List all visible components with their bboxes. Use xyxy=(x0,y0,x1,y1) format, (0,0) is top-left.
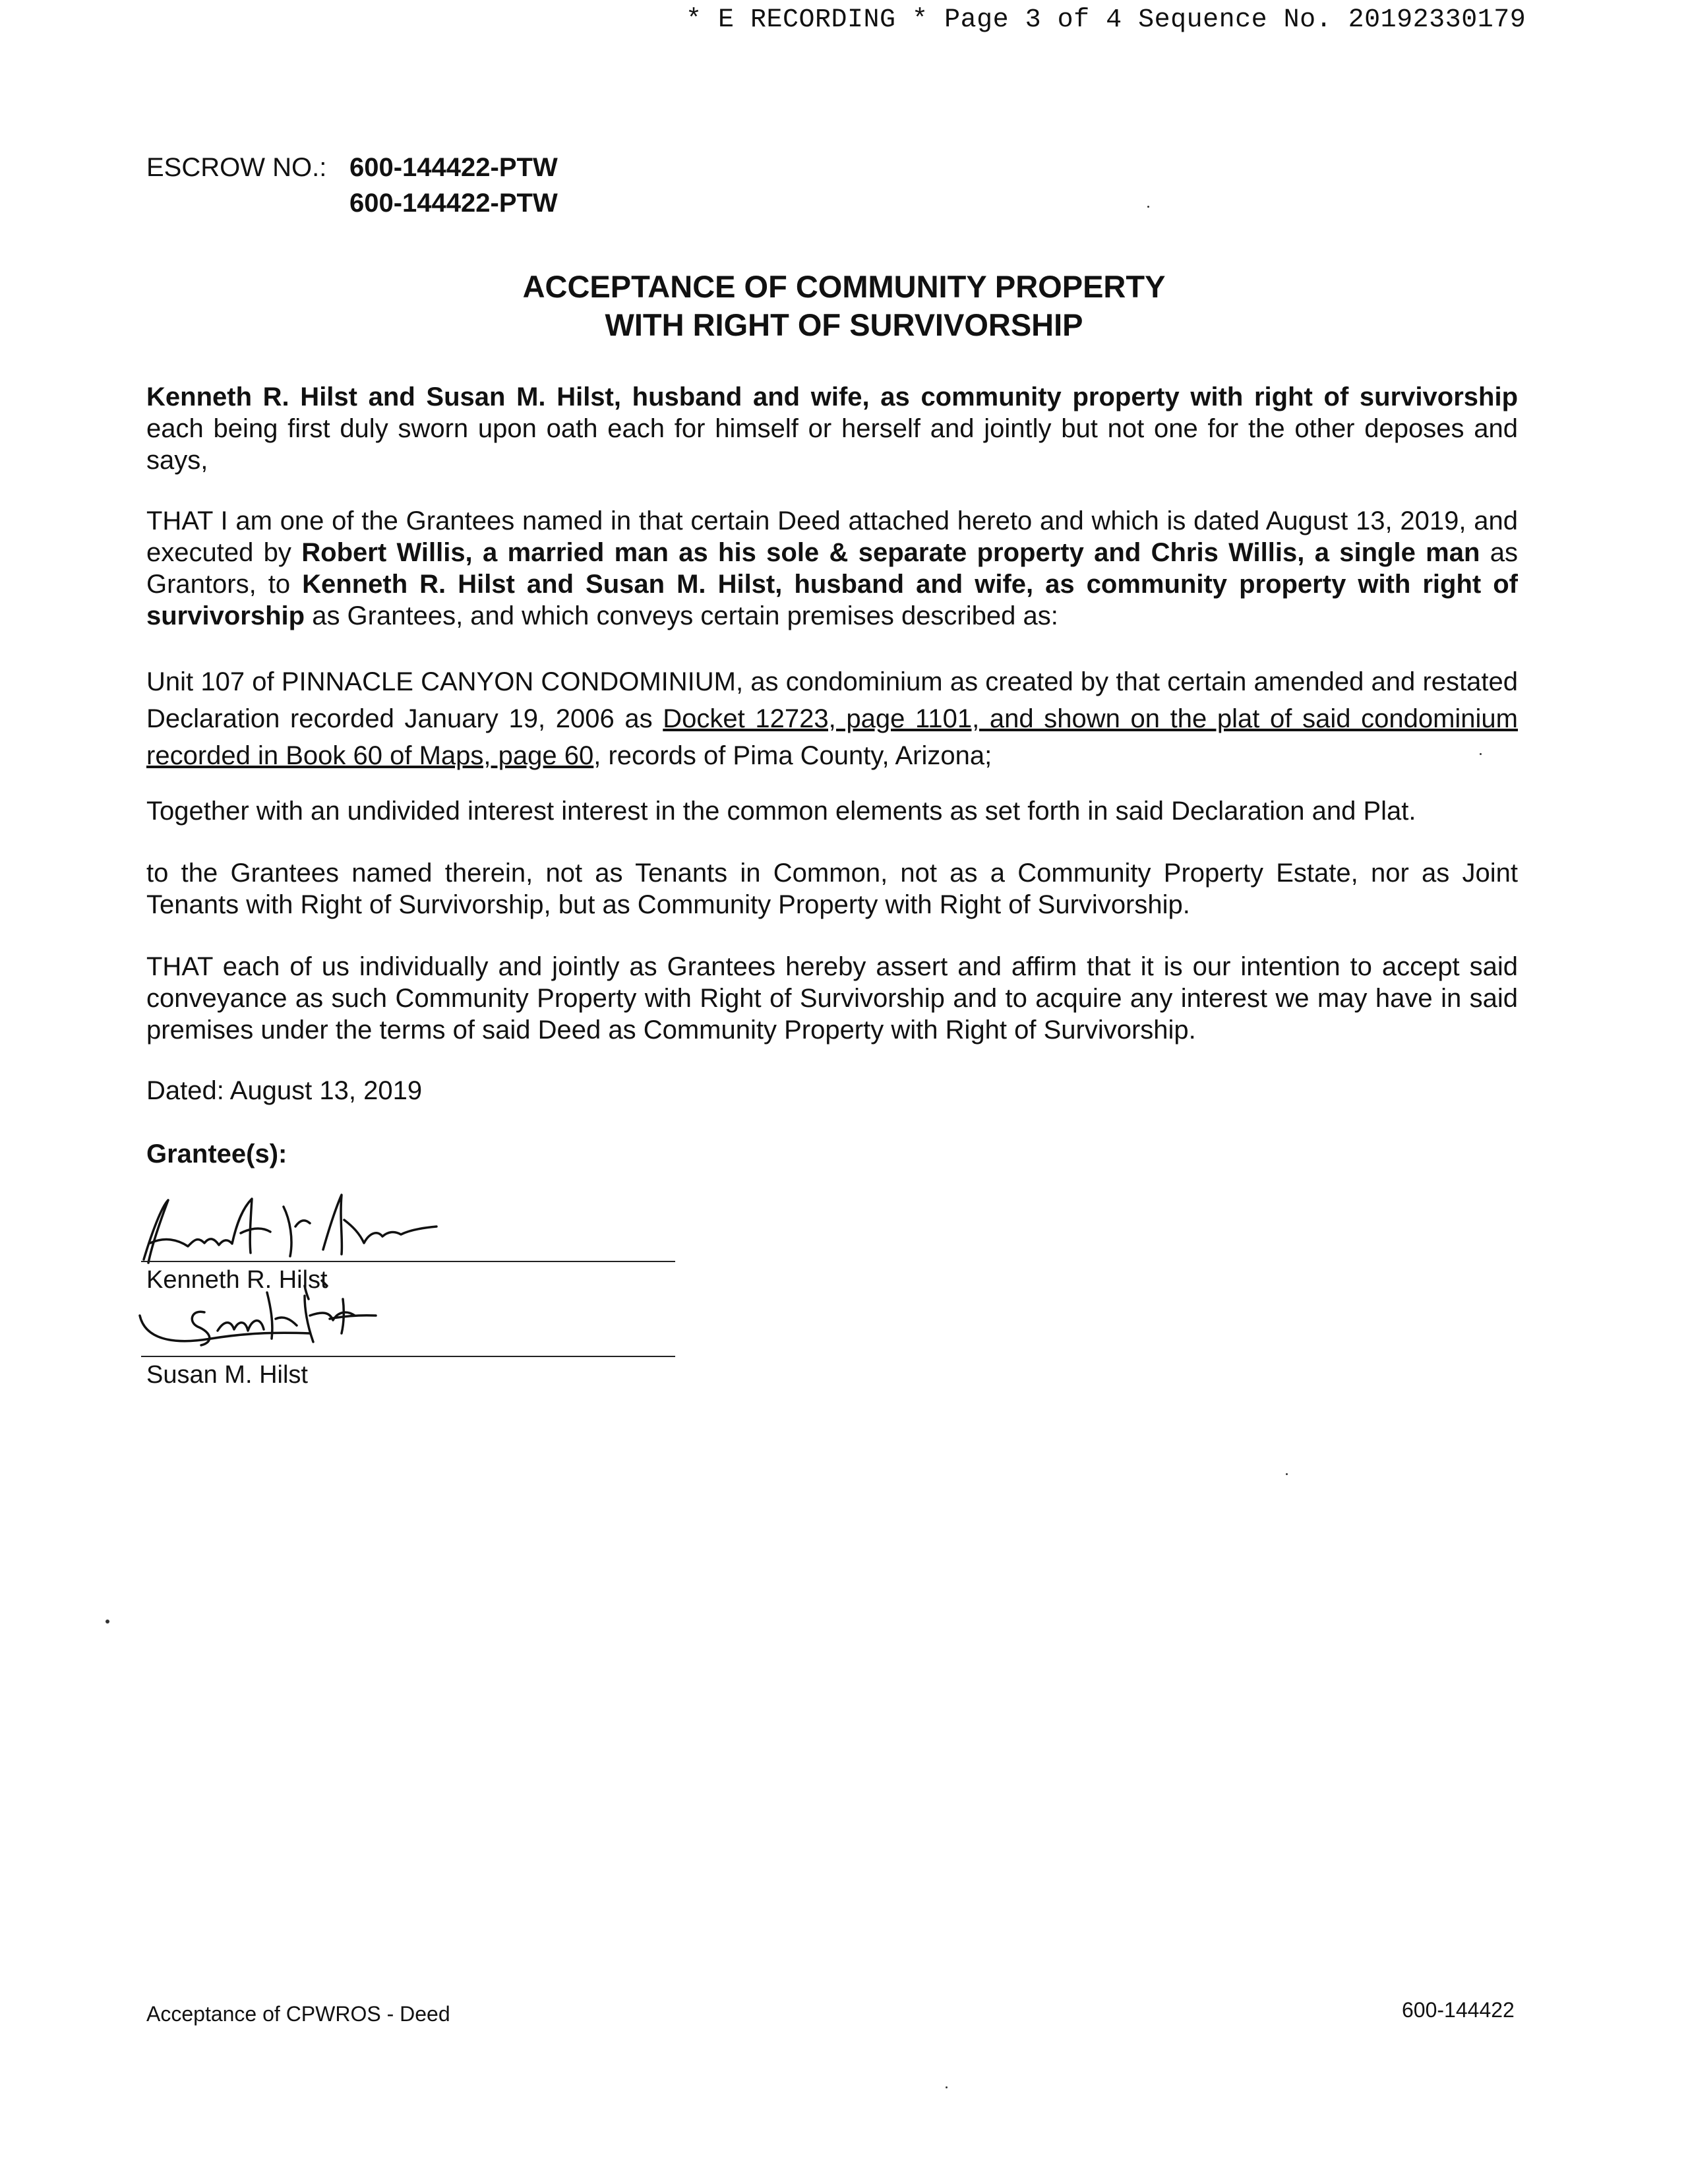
scan-speck xyxy=(1147,206,1149,208)
deed-text-3: as Grantees, and which conveys certain premises described as: xyxy=(305,601,1058,630)
paragraph-deed xyxy=(146,505,1518,632)
grantee-label: Grantee(s): xyxy=(146,1139,287,1168)
signatory-name-1: Kenneth R. Hilst xyxy=(146,1266,328,1294)
scan-speck xyxy=(1286,1473,1288,1475)
deed-text-2: as Grantors, to xyxy=(146,538,1519,599)
paragraph-oath xyxy=(146,381,1518,476)
legal-text-2: , records of Pima County, Arizona; xyxy=(593,741,992,770)
oath-text: each being first duly sworn upon oath each for himself or herself and jointly but not one for the other deposes and says, xyxy=(146,414,1518,475)
paragraph-tenancy: to the Grantees named therein, not as Tenants in Common, not as a Community Property Estate, nor as Joint Tenants with Right of Survivorship, but as Community Property with Right of Survivorship. xyxy=(146,859,1518,919)
scan-speck xyxy=(1480,753,1482,755)
legal-text-1: Unit 107 of PINNACLE CANYON CONDOMINIUM, as condominium as created by that certain amended and restated Declaration recorded January 19, 2006 as xyxy=(146,667,1518,733)
document-title xyxy=(0,268,1688,344)
footer-file-number: 600-144422 xyxy=(1402,1998,1515,2022)
signature-susan xyxy=(140,1292,376,1345)
recording-reference: Docket 12723, page 1101, and shown on the plat of said condominium recorded in Book 60 of Maps, page 60 xyxy=(146,704,1518,770)
scan-speck xyxy=(946,2086,948,2088)
title-line-1: ACCEPTANCE OF COMMUNITY PROPERTY xyxy=(522,269,1166,304)
footer-document-name: Acceptance of CPWROS - Deed xyxy=(146,2002,450,2026)
signatory-name-2: Susan M. Hilst xyxy=(146,1361,308,1389)
paragraph-affirmation: THAT each of us individually and jointly as Grantees hereby assert and affirm that it is our intention to accept said conveyance as such Community Property with Right of Survivorship and to acquire any interest we may have in said premises under the terms of said Deed as Community Property with Right of Survivorship. xyxy=(146,952,1518,1045)
paragraph-common-elements: Together with an undivided interest interest in the common elements as set forth in said Declaration and Plat. xyxy=(146,797,1416,826)
paragraph-legal-description xyxy=(146,663,1518,774)
grantors-bold: Robert Willis, a married man as his sole & separate property and Chris Willis, a single man xyxy=(301,538,1480,567)
signature-kenneth xyxy=(144,1199,270,1263)
escrow-number-1: 600-144422-PTW xyxy=(349,153,558,182)
escrow-label: ESCROW NO.: xyxy=(146,153,327,182)
scan-speck xyxy=(106,1620,109,1623)
recording-header: * E RECORDING * Page 3 of 4 Sequence No. 20192330179 xyxy=(686,5,1526,35)
signature-kenneth-2 xyxy=(284,1195,437,1256)
dated-line: Dated: August 13, 2019 xyxy=(146,1076,423,1105)
signature-line-1 xyxy=(141,1261,675,1262)
deed-text-1: THAT I am one of the Grantees named in that certain Deed attached hereto and which is dated August 13, 2019, and executed by xyxy=(146,506,1518,567)
escrow-number-2: 600-144422-PTW xyxy=(349,189,558,218)
grantees-bold-2: Kenneth R. Hilst and Susan M. Hilst, husband and wife, as community property with right of survivorship xyxy=(146,570,1518,630)
title-line-2: WITH RIGHT OF SURVIVORSHIP xyxy=(605,307,1083,342)
signature-line-2 xyxy=(141,1356,675,1357)
grantees-bold: Kenneth R. Hilst and Susan M. Hilst, husband and wife, as community property with right of survivorship xyxy=(146,382,1518,411)
